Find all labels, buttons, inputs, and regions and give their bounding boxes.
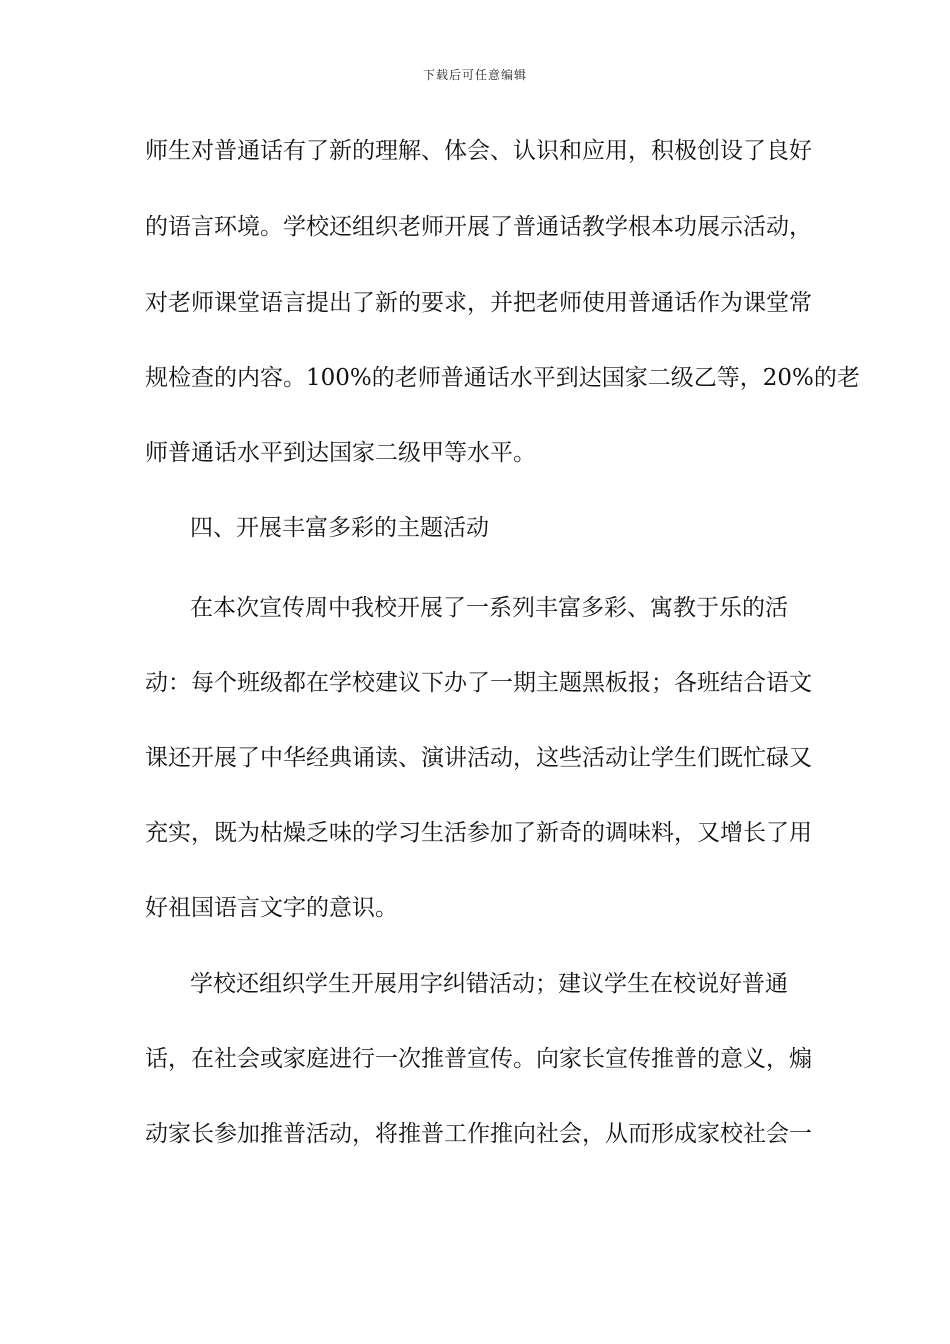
header-note: 下载后可任意编辑 — [422, 68, 527, 82]
paragraph-first-line: 在本次宣传周中我校开展了一系列丰富多彩、寓教于乐的活 — [190, 595, 788, 621]
paragraph-first-line: 学校还组织学生开展用字纠错活动；建议学生在校说好普通 — [190, 971, 788, 997]
body-line: 话，在社会或家庭进行一次推普宣传。向家长宣传推普的意义，煽 — [145, 1046, 812, 1072]
section-heading: 四、开展丰富多彩的主题活动 — [190, 515, 489, 541]
body-line: 的语言环境。学校还组织老师开展了普通话教学根本功展示活动， — [145, 214, 812, 240]
body-line: 规检查的内容。100%的老师普通话水平到达国家二级乙等，20%的老 — [145, 365, 860, 391]
body-line: 对老师课堂语言提出了新的要求，并把老师使用普通话作为课堂常 — [145, 290, 812, 316]
body-line: 充实，既为枯燥乏味的学习生活参加了新奇的调味料，又增长了用 — [145, 820, 812, 846]
body-line: 好祖国语言文字的意识。 — [145, 895, 398, 921]
body-line: 师生对普通话有了新的理解、体会、认识和应用，积极创设了良好 — [145, 138, 812, 164]
body-line: 动：每个班级都在学校建议下办了一期主题黑板报；各班结合语文 — [145, 670, 812, 696]
body-line: 师普通话水平到达国家二级甲等水平。 — [145, 440, 536, 466]
body-line: 课还开展了中华经典诵读、演讲活动，这些活动让学生们既忙碌又 — [145, 745, 812, 771]
body-line: 动家长参加推普活动，将推普工作推向社会，从而形成家校社会一 — [145, 1121, 812, 1147]
